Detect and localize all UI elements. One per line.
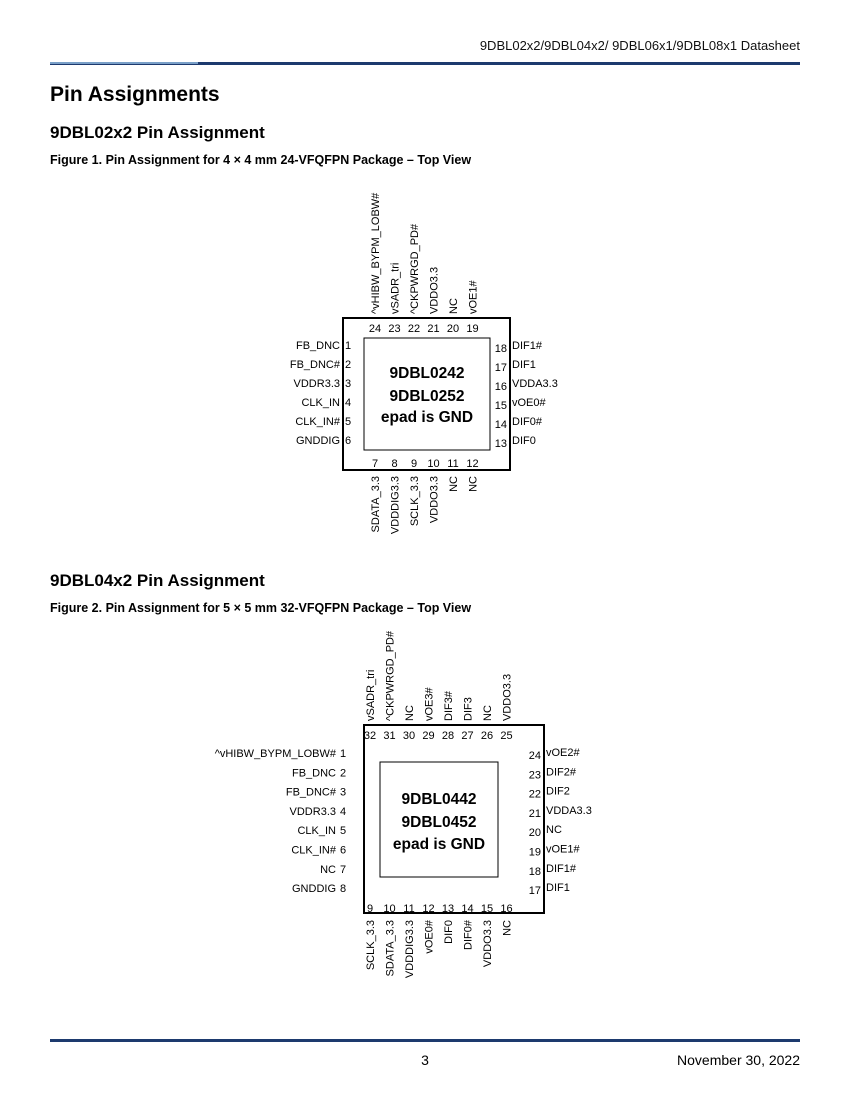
figure-1-caption: Figure 1. Pin Assignment for 4 × 4 mm 24-VFQFPN Package – Top View: [50, 153, 472, 167]
pin-number: 4: [345, 397, 352, 409]
pin-number: 20: [446, 323, 460, 335]
pin-number: 24: [368, 323, 382, 335]
pin-number: 17: [528, 885, 541, 898]
pin-name: DIF2#: [546, 766, 576, 779]
pin-number: 18: [494, 343, 507, 355]
pin-number: 5: [345, 416, 352, 428]
pin-name: GNDDIG: [296, 435, 340, 447]
pin-number: 12: [466, 458, 479, 470]
pin-number: 13: [494, 438, 507, 450]
pin-name: vOE3#: [423, 687, 436, 721]
pin-name: VDDA3.3: [512, 378, 558, 390]
pin-number: 3: [345, 378, 352, 390]
pin-name: VDDO3.3: [482, 920, 494, 968]
pin-name: FB_DNC#: [285, 786, 336, 799]
pin-number: 28: [441, 730, 455, 742]
pin-number: 18: [528, 865, 541, 878]
pin-number: 23: [528, 769, 541, 782]
pin-number: 15: [494, 400, 507, 412]
pin-name: DIF0#: [512, 416, 542, 428]
pin-name: DIF0: [443, 920, 455, 944]
header-title: 9DBL02x2/9DBL04x2/ 9DBL06x1/9DBL08x1 Datasheet: [479, 38, 800, 53]
footer-date: November 30, 2022: [677, 1052, 800, 1068]
pin-name: ^vHIBW_BYPM_LOBW#: [214, 748, 336, 760]
pin-number: 22: [528, 788, 541, 801]
pin-number: 4: [340, 805, 347, 818]
pin-name: CLK_IN#: [291, 844, 336, 857]
pin-name: vOE0#: [512, 397, 546, 409]
pin-name: ^vHIBW_BYPM_LOBW#: [370, 192, 382, 314]
pin-name: SDATA_3.3: [384, 920, 397, 977]
pin-number: 12: [422, 903, 435, 915]
pin-name: DIF3: [462, 697, 475, 721]
pin-number: 9: [410, 458, 418, 470]
pin-name: VDDA3.3: [546, 804, 592, 817]
pin-name: ^CKPWRGD_PD#: [409, 223, 421, 314]
pin-name: NC: [501, 920, 514, 936]
pin-name: vOE1#: [546, 843, 580, 856]
pin-name: vSADR_tri: [389, 262, 402, 314]
pin-name: DIF0: [512, 435, 536, 447]
pin-number: 29: [422, 730, 435, 742]
pin-name: NC: [320, 863, 336, 876]
pin-number: 14: [461, 903, 474, 915]
pin-name: DIF2: [546, 785, 570, 798]
pin-name: vOE0#: [423, 920, 436, 954]
pin-name: FB_DNC#: [289, 359, 340, 371]
pin-name: VDDO3.3: [428, 476, 441, 524]
pin-number: 2: [345, 359, 352, 371]
pin-number: 1: [340, 748, 347, 760]
pin-number: 17: [494, 362, 507, 374]
pin-name: SDATA_3.3: [370, 476, 382, 533]
pin-number: 9: [366, 903, 374, 915]
chip-label: 9DBL0442: [401, 791, 477, 808]
pin-number: 11: [403, 903, 415, 915]
pin-name: CLK_IN#: [295, 416, 340, 428]
page-number: 3: [421, 1052, 429, 1068]
pin-number: 2: [340, 767, 347, 780]
chip-label: epad is GND: [380, 409, 474, 426]
pin-name: DIF1: [512, 359, 536, 371]
pin-name: NC: [546, 824, 562, 837]
pin-number: 13: [441, 903, 455, 915]
pin-name: VDDR3.3: [289, 805, 336, 818]
pin-number: 20: [528, 827, 541, 840]
pin-number: 7: [340, 863, 347, 876]
pin-number: 10: [427, 458, 440, 470]
pin-name: VDDDIG3.3: [404, 920, 416, 979]
pin-number: 24: [528, 750, 541, 762]
pin-number: 16: [494, 381, 507, 393]
pin-number: 5: [340, 825, 347, 838]
pin-name: VDDR3.3: [293, 378, 340, 390]
pin-name: NC: [404, 705, 416, 721]
pin-number: 30: [402, 730, 416, 742]
pin-number: 7: [371, 458, 379, 470]
pin-number: 21: [528, 807, 541, 820]
chip-label: 9DBL0252: [389, 388, 465, 405]
pin-name: vSADR_tri: [365, 669, 377, 721]
pin-name: VDDO3.3: [428, 266, 441, 314]
pin-number: 19: [528, 846, 541, 859]
pin-name: CLK_IN: [301, 397, 340, 409]
pin-name: CLK_IN: [297, 825, 336, 838]
pin-number: 14: [494, 419, 507, 431]
pin-number: 25: [500, 730, 513, 742]
pin-number: 21: [427, 323, 440, 335]
pin-number: 27: [461, 730, 474, 742]
pin-name: VDDO3.3: [501, 673, 514, 721]
pin-number: 6: [340, 844, 347, 857]
pin-name: DIF1#: [546, 862, 576, 875]
footer-rule: [50, 1039, 800, 1042]
pin-number: 11: [447, 458, 459, 470]
pin-number: 23: [388, 323, 401, 335]
pin-number: 19: [466, 323, 479, 335]
pin-number: 16: [500, 903, 513, 915]
figure-2-heading: 9DBL04x2 Pin Assignment: [50, 571, 265, 590]
pin-number: 15: [480, 903, 494, 915]
pin-name: GNDDIG: [292, 883, 336, 896]
chip-label: epad is GND: [392, 836, 486, 853]
pin-name: NC: [448, 476, 460, 492]
figure-1-heading: 9DBL02x2 Pin Assignment: [50, 123, 265, 142]
chip-label: 9DBL0452: [401, 814, 477, 831]
pin-number: 1: [345, 340, 352, 352]
pin-name: DIF1#: [512, 340, 542, 352]
pin-name: vOE1#: [467, 280, 480, 314]
pin-name: SCLK_3.3: [409, 476, 421, 527]
section-title: Pin Assignments: [50, 83, 220, 106]
pin-name: VDDDIG3.3: [389, 476, 402, 535]
pin-number: 10: [383, 903, 396, 915]
pin-name: NC: [467, 476, 480, 492]
pin-name: FB_DNC: [295, 340, 340, 352]
pin-number: 32: [363, 730, 377, 742]
pin-name: vOE2#: [546, 747, 580, 759]
pin-name: DIF3#: [443, 691, 455, 721]
pin-name: FB_DNC: [291, 767, 336, 780]
pin-name: NC: [448, 298, 460, 314]
pin-number: 22: [407, 323, 421, 335]
pin-name: SCLK_3.3: [365, 920, 377, 971]
pin-name: DIF0#: [462, 920, 475, 950]
chip-label: 9DBL0242: [389, 365, 465, 382]
pin-name: ^CKPWRGD_PD#: [384, 630, 397, 721]
pin-number: 3: [340, 786, 347, 799]
pin-number: 31: [383, 730, 396, 742]
figure-2-caption: Figure 2. Pin Assignment for 5 × 5 mm 32-VFQFPN Package – Top View: [50, 601, 472, 615]
pin-number: 8: [391, 458, 398, 470]
pin-number: 8: [340, 883, 347, 896]
pin-number: 26: [480, 730, 494, 742]
pin-name: DIF1: [546, 882, 570, 895]
pin-number: 6: [345, 435, 352, 447]
pin-name: NC: [482, 705, 494, 721]
